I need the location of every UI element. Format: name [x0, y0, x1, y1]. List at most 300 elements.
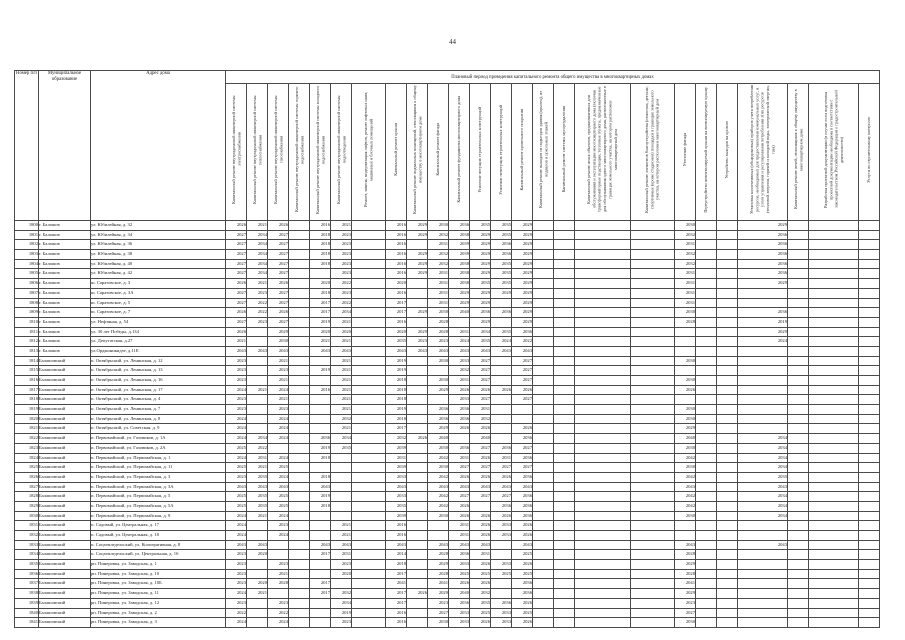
planned-year-cell: 2033 — [449, 560, 470, 570]
planned-year-cell — [289, 395, 310, 405]
planned-year-cell — [788, 463, 809, 473]
planned-year-cell: 2036 — [491, 501, 512, 511]
planned-year-cell: 2027 — [470, 463, 491, 473]
planned-year-cell — [289, 250, 310, 260]
planned-year-cell — [533, 356, 554, 366]
planned-year-cell — [554, 395, 575, 405]
planned-year-cell: 2027 — [226, 288, 247, 298]
planned-year-cell: 2024 — [268, 511, 289, 521]
planned-year-cell — [675, 521, 696, 531]
planned-year-cell — [717, 395, 738, 405]
planned-year-cell — [289, 608, 310, 618]
planned-year-cell — [717, 230, 738, 240]
planned-year-cell — [696, 560, 717, 570]
planned-year-cell: 2021 — [331, 385, 352, 395]
planned-year-cell — [289, 259, 310, 269]
planned-year-cell — [533, 598, 554, 608]
planned-year-cell — [631, 463, 675, 473]
planned-year-cell: 2043 — [386, 346, 407, 356]
table-row — [15, 531, 880, 541]
address-cell: ул. Юбилейная, д. 38 — [91, 250, 226, 260]
planned-year-cell: 2027 — [512, 366, 533, 376]
planned-year-cell: 2029 — [512, 288, 533, 298]
address-cell: п. Соцземледельский, ул. Кооперативная, д. 8 — [91, 540, 226, 550]
planned-year-cell — [788, 317, 809, 327]
address-cell: п. Октябрьский, ул. Ленинская, д. 17 — [91, 385, 226, 395]
planned-year-cell — [631, 443, 675, 453]
municipality-cell: г. Балашов — [39, 279, 91, 289]
planned-year-cell: 2029 — [470, 250, 491, 260]
work-type-column-header: Усиление несущих строительных конструкций — [470, 84, 491, 221]
planned-year-cell — [554, 463, 575, 473]
planned-year-cell — [717, 453, 738, 463]
planned-year-cell — [738, 356, 788, 366]
planned-year-cell — [696, 453, 717, 463]
planned-year-cell: 2023 — [247, 317, 268, 327]
planned-year-cell — [352, 346, 386, 356]
planned-year-cell: 2029 — [675, 560, 696, 570]
planned-year-cell — [310, 608, 331, 618]
planned-year-cell: 2029 — [407, 327, 428, 337]
table-row — [15, 327, 880, 337]
planned-year-cell: 2027 — [512, 463, 533, 473]
municipality-cell: Балашовский — [39, 550, 91, 560]
planned-year-cell: 2023 — [268, 598, 289, 608]
planned-year-cell — [289, 453, 310, 463]
planned-year-cell — [675, 346, 696, 356]
planned-year-cell: 2035 — [247, 472, 268, 482]
planned-year-cell: 2020 — [386, 279, 407, 289]
planned-year-cell — [696, 424, 717, 434]
planned-year-cell — [554, 327, 575, 337]
planned-year-cell: 2036 — [512, 589, 533, 599]
planned-year-cell — [268, 550, 289, 560]
address-cell: п. Первомайский, ул. Газовиков, д. 2А — [91, 443, 226, 453]
planned-year-cell: 2026 — [470, 618, 491, 628]
row-number-cell: 1830 — [15, 511, 39, 521]
planned-year-cell — [289, 327, 310, 337]
planned-year-cell — [788, 221, 809, 231]
row-number-cell: 1805 — [15, 269, 39, 279]
planned-year-cell: 2027 — [470, 443, 491, 453]
planned-year-cell — [717, 269, 738, 279]
planned-year-cell: 2016 — [386, 618, 407, 628]
planned-year-cell — [352, 443, 386, 453]
planned-year-cell: 2026 — [449, 385, 470, 395]
planned-year-cell: 2029 — [407, 259, 428, 269]
municipality-cell: Балашовский — [39, 424, 91, 434]
planned-year-cell — [809, 472, 859, 482]
municipality-cell: Балашовский — [39, 511, 91, 521]
planned-year-cell: 2034 — [470, 327, 491, 337]
planned-year-cell: 2036 — [512, 434, 533, 444]
planned-year-cell: 2017 — [310, 308, 331, 318]
planned-year-cell: 2027 — [226, 259, 247, 269]
planned-year-cell — [491, 356, 512, 366]
planned-year-cell: 2035 — [491, 269, 512, 279]
planned-year-cell — [859, 598, 880, 608]
work-type-column-header: Капитальный ремонт кровельного покрытия — [512, 84, 533, 221]
planned-year-cell: 2031 — [331, 550, 352, 560]
planned-year-cell: 2027 — [470, 356, 491, 366]
table-row — [15, 608, 880, 618]
planned-year-cell: 2030 — [675, 405, 696, 415]
planned-year-cell: 2029 — [407, 269, 428, 279]
planned-year-cell — [575, 443, 631, 453]
planned-year-cell: 2033 — [449, 356, 470, 366]
planned-year-cell: 2035 — [386, 501, 407, 511]
planned-year-cell: 2027 — [268, 240, 289, 250]
planned-year-cell — [859, 472, 880, 482]
planned-year-cell: 2023 — [268, 366, 289, 376]
planned-year-cell — [352, 317, 386, 327]
municipality-cell: Балашовский — [39, 366, 91, 376]
planned-year-cell — [491, 298, 512, 308]
planned-year-cell — [352, 385, 386, 395]
planned-year-cell: 2026 — [449, 424, 470, 434]
municipality-cell: Балашовский — [39, 414, 91, 424]
planned-year-cell: 2026 — [470, 560, 491, 570]
planned-year-cell: 2039 — [386, 463, 407, 473]
planned-year-cell: 2027 — [268, 317, 289, 327]
planned-year-cell — [717, 434, 738, 444]
planned-year-cell: 2034 — [331, 598, 352, 608]
planned-year-cell — [247, 531, 268, 541]
planned-year-cell: 2043 — [470, 540, 491, 550]
planned-year-cell — [554, 550, 575, 560]
planned-year-cell — [859, 395, 880, 405]
planned-year-cell: 2021 — [268, 376, 289, 386]
planned-year-cell: 2036 — [512, 492, 533, 502]
planned-year-cell — [859, 385, 880, 395]
planned-year-cell: 2020 — [331, 569, 352, 579]
planned-year-cell — [289, 598, 310, 608]
planned-year-cell — [696, 598, 717, 608]
planned-year-cell: 2029 — [491, 288, 512, 298]
planned-year-cell — [859, 482, 880, 492]
planned-year-cell — [575, 288, 631, 298]
planned-year-cell: 2032 — [331, 414, 352, 424]
planned-year-cell: 2036 — [449, 598, 470, 608]
planned-year-cell — [809, 317, 859, 327]
planned-year-cell: 2031 — [247, 453, 268, 463]
planned-year-cell: 2027 — [512, 356, 533, 366]
planned-year-cell — [554, 521, 575, 531]
planned-year-cell — [809, 288, 859, 298]
planned-year-cell — [717, 560, 738, 570]
planned-year-cell — [859, 230, 880, 240]
planned-year-cell — [533, 463, 554, 473]
planned-year-cell: 2033 — [386, 472, 407, 482]
planned-year-cell: 2043 — [738, 540, 788, 550]
municipality-cell: г. Балашов — [39, 288, 91, 298]
planned-year-cell: 2043 — [386, 482, 407, 492]
planned-year-cell: 2033 — [449, 608, 470, 618]
planned-year-cell — [407, 453, 428, 463]
planned-year-cell — [788, 376, 809, 386]
planned-year-cell: 2020 — [247, 579, 268, 589]
row-number-cell: 1812 — [15, 337, 39, 347]
planned-year-cell — [696, 463, 717, 473]
planned-year-cell — [717, 618, 738, 628]
planned-year-cell — [289, 472, 310, 482]
planned-year-cell: 2017 — [386, 308, 407, 318]
planned-year-cell — [788, 501, 809, 511]
table-row — [15, 424, 880, 434]
address-cell: п. Октябрьский, ул. Ленинская, д. 12 — [91, 356, 226, 366]
planned-year-cell: 2028 — [268, 579, 289, 589]
municipality-cell: Балашовский — [39, 385, 91, 395]
planned-year-cell: 2031 — [449, 531, 470, 541]
planned-year-cell — [491, 317, 512, 327]
planned-year-cell — [717, 385, 738, 395]
planned-year-cell: 2035 — [491, 230, 512, 240]
address-cell: п. Октябрьский, ул. Ленинская, д. 7 — [91, 405, 226, 415]
planned-year-cell: 2026 — [470, 521, 491, 531]
planned-year-cell — [575, 560, 631, 570]
planned-year-cell — [717, 540, 738, 550]
planned-year-cell — [575, 492, 631, 502]
work-type-column-header: Разработка проектной документации (в случае если подготовка проектной документации необходима в соответствии с законодательством Российской Федерации о градостроительной деятельности) — [809, 84, 859, 221]
work-type-column-header: Капитальный ремонт фасада — [428, 84, 449, 221]
planned-year-cell — [859, 569, 880, 579]
planned-year-cell: 2019 — [386, 405, 407, 415]
planned-year-cell — [554, 376, 575, 386]
address-cell: рп. Пинеровка, ул. Заводская, д. 11 — [91, 589, 226, 599]
planned-year-cell — [533, 279, 554, 289]
planned-year-cell: 2018 — [386, 414, 407, 424]
planned-year-cell — [554, 579, 575, 589]
planned-year-cell — [788, 414, 809, 424]
planned-year-cell: 2040 — [449, 308, 470, 318]
planned-year-cell: 2026 — [512, 531, 533, 541]
planned-year-cell — [696, 569, 717, 579]
planned-year-cell: 2034 — [247, 250, 268, 260]
planned-year-cell: 2043 — [512, 346, 533, 356]
planned-year-cell — [738, 579, 788, 589]
planned-year-cell — [533, 269, 554, 279]
planned-year-cell — [717, 288, 738, 298]
planned-year-cell — [717, 356, 738, 366]
planned-year-cell — [533, 385, 554, 395]
planned-year-cell — [428, 521, 449, 531]
planned-year-cell — [352, 240, 386, 250]
planned-year-cell: 2029 — [675, 424, 696, 434]
planned-year-cell: 2031 — [675, 279, 696, 289]
planned-year-cell: 2029 — [407, 221, 428, 231]
planned-year-cell: 2035 — [470, 279, 491, 289]
header-row-top — [15, 71, 880, 84]
planned-year-cell — [717, 279, 738, 289]
planned-year-cell: 2043 — [407, 346, 428, 356]
table-row — [15, 560, 880, 570]
planned-year-cell: 2027 — [449, 492, 470, 502]
planned-year-cell: 2026 — [449, 579, 470, 589]
planned-year-cell: 2024 — [268, 414, 289, 424]
planned-year-cell — [788, 434, 809, 444]
planned-year-cell: 2043 — [310, 540, 331, 550]
planned-year-cell — [717, 240, 738, 250]
planned-year-cell — [575, 230, 631, 240]
planned-year-cell — [352, 337, 386, 347]
planned-year-cell — [554, 569, 575, 579]
planned-year-cell — [310, 414, 331, 424]
planned-year-cell: 2018 — [386, 385, 407, 395]
work-type-column-header: Капитальный ремонт внутридомовой инженерной системы водоотведения — [331, 84, 352, 221]
municipality-cell: г. Балашов — [39, 298, 91, 308]
planned-year-cell: 2029 — [268, 327, 289, 337]
planned-year-cell — [407, 366, 428, 376]
planned-year-cell — [809, 521, 859, 531]
planned-year-cell — [310, 424, 331, 434]
planned-year-cell — [631, 424, 675, 434]
planned-year-cell: 2017 — [310, 589, 331, 599]
planned-year-cell: 2024 — [268, 618, 289, 628]
planned-year-cell: 2029 — [512, 250, 533, 260]
planned-year-cell: 2027 — [449, 463, 470, 473]
planned-year-cell — [352, 327, 386, 337]
planned-year-cell — [554, 560, 575, 570]
planned-year-cell — [247, 560, 268, 570]
planned-year-cell: 2042 — [428, 492, 449, 502]
row-number-cell: 1824 — [15, 453, 39, 463]
planned-year-cell — [809, 434, 859, 444]
planned-year-cell — [859, 298, 880, 308]
address-cell: ул. Юбилейная, д. 40 — [91, 259, 226, 269]
planned-year-cell: 2032 — [675, 250, 696, 260]
planned-year-cell: 2027 — [268, 288, 289, 298]
planned-year-cell: 2041 — [386, 579, 407, 589]
planned-year-cell — [717, 511, 738, 521]
planned-year-cell — [788, 327, 809, 337]
planned-year-cell — [407, 579, 428, 589]
planned-year-cell: 2023 — [226, 356, 247, 366]
planned-year-cell: 2036 — [512, 453, 533, 463]
planned-year-cell: 2029 — [428, 560, 449, 570]
fixed-column-header: Адрес дома — [91, 71, 226, 221]
planned-year-cell: 2024 — [268, 385, 289, 395]
planned-year-cell: 2036 — [491, 443, 512, 453]
planned-year-cell — [289, 346, 310, 356]
planned-year-cell — [575, 405, 631, 415]
planned-year-cell — [809, 531, 859, 541]
planned-year-cell: 2027 — [512, 443, 533, 453]
planned-year-cell — [575, 385, 631, 395]
planned-year-cell: 2024 — [226, 414, 247, 424]
planned-year-cell: 2024 — [449, 337, 470, 347]
planned-year-cell: 2029 — [738, 327, 788, 337]
planned-year-cell — [696, 279, 717, 289]
planned-year-cell — [554, 366, 575, 376]
planned-year-cell — [491, 540, 512, 550]
planned-year-cell: 2016 — [386, 250, 407, 260]
address-cell: ул. Нефтяная, д. 54 — [91, 317, 226, 327]
planned-year-cell: 2029 — [512, 279, 533, 289]
planned-year-cell: 2029 — [407, 250, 428, 260]
planned-year-cell: 2034 — [738, 463, 788, 473]
planned-year-cell: 2030 — [675, 463, 696, 473]
planned-year-cell — [717, 250, 738, 260]
row-number-cell: 1816 — [15, 376, 39, 386]
planned-year-cell: 2016 — [386, 230, 407, 240]
planned-year-cell — [289, 618, 310, 628]
planned-year-cell — [491, 434, 512, 444]
planned-year-cell — [717, 482, 738, 492]
planned-year-cell — [788, 608, 809, 618]
planned-year-cell — [809, 385, 859, 395]
planned-year-cell — [859, 453, 880, 463]
planned-year-cell — [554, 511, 575, 521]
planned-year-cell: 2030 — [675, 414, 696, 424]
planned-year-cell: 2029 — [428, 589, 449, 599]
planned-year-cell — [407, 598, 428, 608]
planned-year-cell: 2033 — [491, 531, 512, 541]
planned-year-cell: 2029 — [449, 298, 470, 308]
planned-year-cell — [533, 346, 554, 356]
table-row — [15, 434, 880, 444]
planned-year-cell — [788, 288, 809, 298]
planned-year-cell — [809, 560, 859, 570]
planned-year-cell: 2043 — [470, 346, 491, 356]
planned-year-cell — [512, 414, 533, 424]
planned-year-cell — [533, 230, 554, 240]
planned-year-cell — [268, 540, 289, 550]
planned-year-cell — [491, 414, 512, 424]
planned-year-cell: 2027 — [268, 298, 289, 308]
planned-year-cell — [289, 385, 310, 395]
planned-year-cell: 2026 — [491, 385, 512, 395]
planned-year-cell — [554, 618, 575, 628]
planned-year-cell — [696, 240, 717, 250]
planned-year-cell — [717, 405, 738, 415]
planned-year-cell — [859, 434, 880, 444]
planned-year-cell — [859, 579, 880, 589]
planned-year-cell — [575, 317, 631, 327]
planned-year-cell — [407, 492, 428, 502]
planned-year-cell: 2040 — [675, 434, 696, 444]
planned-year-cell — [491, 579, 512, 589]
planned-year-cell — [310, 531, 331, 541]
planned-year-cell: 2022 — [247, 298, 268, 308]
planned-year-cell: 2018 — [310, 288, 331, 298]
planned-year-cell: 2026 — [491, 511, 512, 521]
row-number-cell: 1818 — [15, 395, 39, 405]
planned-year-cell — [310, 463, 331, 473]
planned-year-cell: 2019 — [331, 608, 352, 618]
planned-year-cell — [788, 550, 809, 560]
planned-year-cell — [575, 501, 631, 511]
planned-year-cell: 2019 — [386, 356, 407, 366]
planned-year-cell: 2021 — [331, 366, 352, 376]
work-type-column-header: Капитальный ремонт внутридомовой инженерной системы электроснабжения — [226, 84, 247, 221]
planned-year-cell — [717, 521, 738, 531]
address-cell: рп. Пинеровка, ул. Заводская, д. 12 — [91, 598, 226, 608]
planned-year-cell: 2031 — [491, 453, 512, 463]
planned-year-cell — [575, 521, 631, 531]
planned-year-cell — [859, 240, 880, 250]
planned-year-cell: 2038 — [449, 279, 470, 289]
planned-year-cell — [809, 540, 859, 550]
address-cell: п. Октябрьский, ул. Ленинская, д. 4 — [91, 395, 226, 405]
planned-year-cell — [554, 482, 575, 492]
planned-year-cell — [631, 492, 675, 502]
planned-year-cell: 2026 — [512, 618, 533, 628]
planned-year-cell: 2027 — [226, 240, 247, 250]
planned-year-cell — [554, 356, 575, 366]
planned-year-cell — [788, 279, 809, 289]
planned-year-cell — [859, 501, 880, 511]
planned-year-cell: 2024 — [491, 337, 512, 347]
